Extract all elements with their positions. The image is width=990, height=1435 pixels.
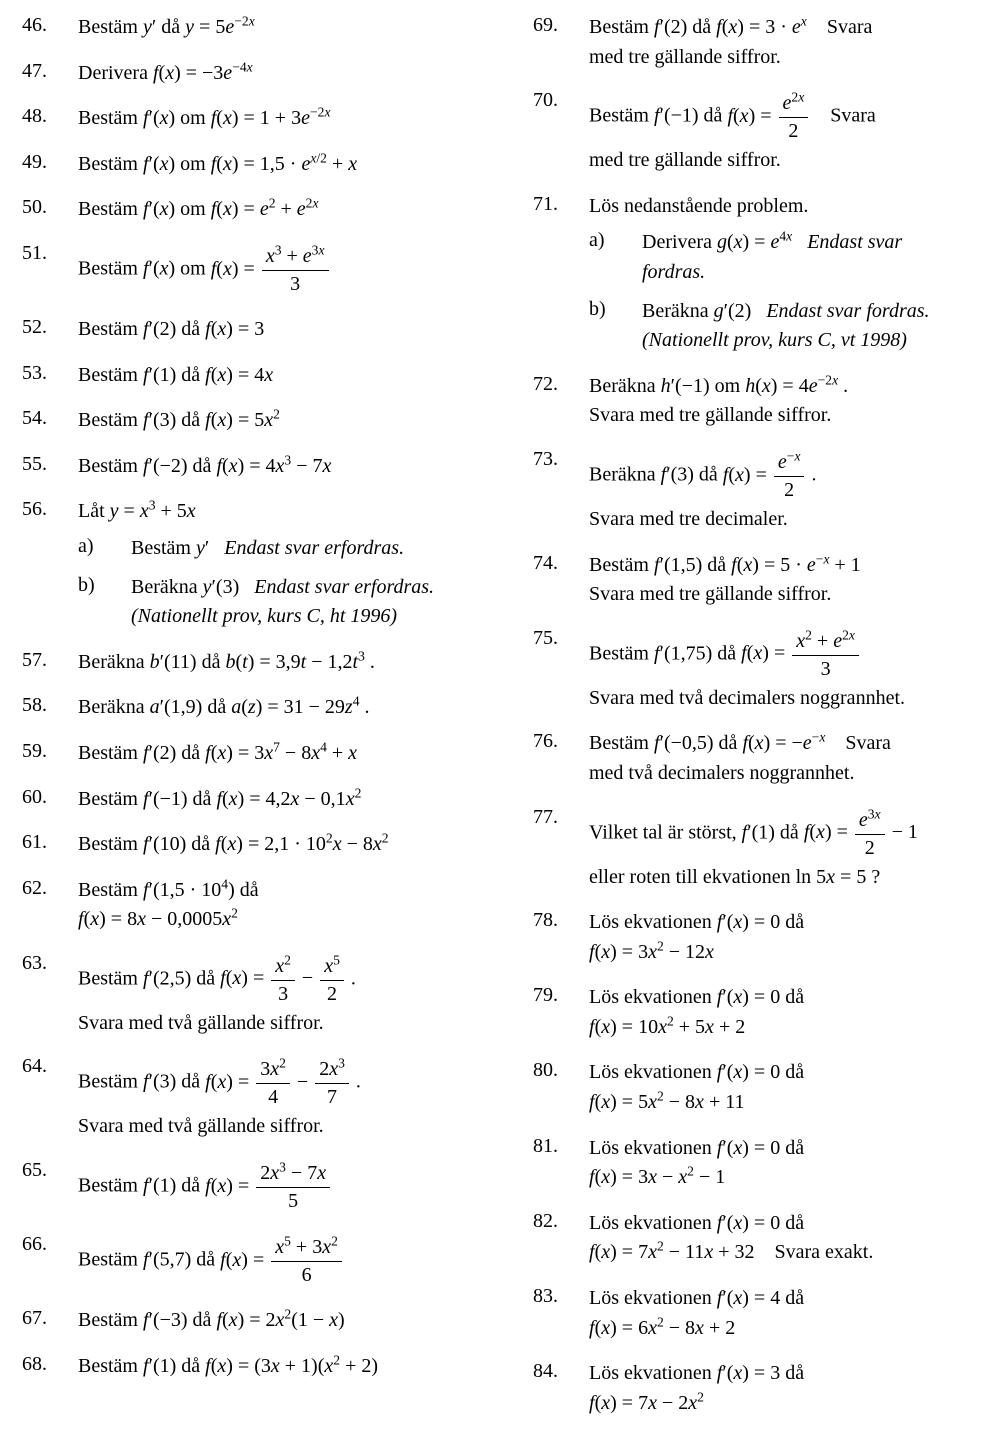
problem-line: Bestäm f′(1) då f(x) = $\frac{2x^3 - 7x}{5}$ — [78, 1159, 481, 1215]
problem-51 — [22, 242, 481, 300]
subproblem-label: b) — [78, 573, 95, 596]
math-expression: $f(x) = 3x - x^2 - 1$ — [589, 1163, 726, 1189]
problem-56 — [22, 498, 481, 632]
problem-body — [589, 89, 982, 177]
math-expression: f′(x) = 3 — [716, 1362, 781, 1385]
fraction: $\frac{2x^3}{7}$ — [315, 1057, 349, 1109]
math-expression: f′(1) — [143, 1354, 177, 1377]
problem-number: 74. — [533, 551, 558, 574]
problem-line: Derivera $g(x) = e^{4x}$ Endast svar — [642, 228, 903, 254]
math-expression: $f(x) = 3 \cdot e^x$ — [716, 13, 807, 38]
math-expression: $b(t) = 3,9t - 1,2t^3$ — [225, 648, 365, 673]
problem-line: Bestäm f′(2) då f(x) = 3 — [78, 317, 265, 340]
problem-line: Bestäm f′(3) då f(x) = $\frac{3x^2}{4}$ − $\frac{2x^3}{7}$ . — [78, 1055, 361, 1109]
problem-body — [78, 242, 481, 300]
problem-line: Bestäm f′(x) om $f(x) = 1,5 \cdot e^{x/2} + x$ — [78, 150, 358, 175]
problem-number: 62. — [22, 876, 47, 899]
subproblem-label: b) — [589, 297, 606, 320]
problem-line: Bestäm f′(−0,5) då $f(x) = -e^{-x}$ Svara — [589, 729, 891, 755]
problem-line — [589, 1390, 982, 1418]
subproblem-body — [131, 574, 481, 633]
math-expression: f′(3) — [660, 463, 694, 486]
math-expression: f′(x) = 4 — [716, 1287, 781, 1310]
math-expression: $f'(1,5 \cdot 10^4)$ — [143, 876, 235, 901]
problem-73 — [533, 448, 982, 536]
problem-number: 76. — [533, 730, 558, 753]
fraction: $\frac{e^{2x}}{2}$ — [779, 91, 809, 143]
math-expression: f′(1) — [143, 1174, 177, 1197]
problem-number: 84. — [533, 1360, 558, 1383]
math-expression: 5x = 5 — [816, 865, 867, 888]
math-expression: f(x) = $\frac{2x^3 - 7x}{5}$ — [205, 1175, 332, 1197]
problem-number: 70. — [533, 89, 558, 112]
italic-note: (Nationellt prov, kurs C, ht 1996) — [131, 605, 398, 628]
problem-body — [78, 14, 481, 44]
problem-number: 78. — [533, 909, 558, 932]
math-expression: $f(x) = 7x^2 - 11x + 32$ — [589, 1238, 755, 1264]
math-expression: f′(2) — [143, 741, 177, 764]
problem-line: Bestäm f′(10) då $f(x) = 2,1 \cdot 10^2x - 8x^2$ — [78, 830, 389, 856]
problem-body — [589, 1360, 982, 1419]
math-expression: f′(−1) — [143, 787, 188, 810]
problem-number: 64. — [22, 1055, 47, 1078]
math-expression: $f(x) = 5x^2$ — [205, 406, 280, 432]
problem-number: 66. — [22, 1233, 47, 1256]
italic-note: Endast svar erfordras. — [254, 575, 435, 598]
problem-line — [589, 1014, 982, 1042]
problem-number: 71. — [533, 192, 558, 215]
problem-body — [589, 909, 982, 968]
math-expression: $f(x) = 10x^2 + 5x + 2$ — [589, 1013, 746, 1038]
problem-line: Bestäm f′(3) då $f(x) = 5x^2$ — [78, 406, 280, 432]
problem-line — [589, 1164, 982, 1192]
subproblem-body — [642, 229, 982, 288]
math-expression: f′(1,5) — [654, 553, 703, 576]
problem-number: 60. — [22, 785, 47, 808]
math-expression: $f(x) = 1 + 3e^{-2x}$ — [210, 104, 331, 130]
problem-line: Svara med tre gällande siffror. — [589, 404, 832, 427]
math-expression: $f(x) = 6x^2 - 8x + 2$ — [589, 1313, 736, 1339]
fraction: $\frac{x^2}{3}$ — [271, 954, 295, 1006]
problem-number: 73. — [533, 447, 558, 470]
math-expression: $f(x) = 1,5 \cdot e^{x/2} + x$ — [210, 150, 358, 175]
subproblem-label: a) — [78, 534, 94, 557]
problem-line: Bestäm f′(1) då $f(x) = (3x + 1)(x^2 + 2)$ — [78, 1352, 379, 1377]
problem-line: med två decimalers noggrannhet. — [589, 761, 855, 784]
problem-line: Beräkna b′(11) då $b(t) = 3,9t - 1,2t^3$ . — [78, 648, 375, 673]
subproblem-body — [131, 535, 481, 565]
math-expression: f′(3) — [143, 409, 177, 432]
problem-line: Bestäm f′(1,5) då $f(x) = 5 \cdot e^{-x} + 1$ — [589, 550, 861, 576]
subproblem-label: a) — [589, 229, 605, 252]
problem-65 — [22, 1159, 481, 1217]
problem-body — [589, 1135, 982, 1194]
problem-body — [589, 448, 982, 536]
problem-71 — [533, 193, 982, 357]
problem-47 — [22, 60, 481, 90]
problem-line: med tre gällande siffror. — [589, 45, 781, 68]
problem-number: 53. — [22, 361, 47, 384]
problem-number: 65. — [22, 1159, 47, 1182]
problem-body — [589, 14, 982, 73]
problem-line: Beräkna h′(−1) om $h(x) = 4e^{-2x}$ . — [589, 372, 849, 397]
problem-line: Bestäm f′(2,5) då f(x) = $\frac{x^2}{3}$ − $\frac{x^5}{2}$ . — [78, 952, 356, 1005]
problem-line: Svara med tre gällande siffror. — [589, 583, 832, 606]
problem-body — [78, 1353, 481, 1383]
problem-number: 80. — [533, 1059, 558, 1082]
problem-number: 67. — [22, 1307, 47, 1330]
problem-line: Bestäm f′(−1) då $f(x) = 4,2x - 0,1x^2$ — [78, 784, 362, 810]
problem-line — [131, 603, 481, 631]
problem-line: Bestäm f′(2) då $f(x) = 3 \cdot e^x$ Svara — [589, 13, 873, 38]
problem-line: Lös ekvationen f′(x) = 0 då — [589, 1136, 805, 1159]
math-expression: f(x) = $\frac{e^{2x}}{2}$ — [727, 105, 810, 127]
fraction: $\frac{x^3 + e^{3x}}{3}$ — [262, 244, 329, 296]
math-expression: $a(z) = 31 - 29z^4$ — [231, 693, 360, 719]
problem-body — [589, 984, 982, 1043]
math-expression: f′(x) — [143, 198, 176, 221]
problem-body — [589, 1285, 982, 1344]
fraction: $\frac{x^5}{2}$ — [320, 954, 344, 1006]
problem-body — [78, 649, 481, 679]
problem-number: 69. — [533, 14, 558, 36]
fraction: $\frac{3x^2}{4}$ — [256, 1057, 290, 1109]
problem-line: $f(x) = 7x^2 - 11x + 32$ Svara exakt. — [589, 1238, 874, 1264]
problem-46 — [22, 14, 481, 44]
problem-line: Svara med tre decimaler. — [589, 507, 788, 530]
problem-69 — [533, 14, 982, 73]
math-expression: f(x) = $\frac{x^2}{3}$ − $\frac{x^5}{2}$ — [220, 967, 346, 989]
italic-note: Endast svar fordras. — [766, 299, 930, 322]
math-expression: f′(2) — [654, 16, 688, 38]
math-expression: y′ — [143, 16, 157, 38]
subproblem-body — [642, 298, 982, 357]
problem-body — [78, 1233, 481, 1291]
problem-line: Lös ekvationen f′(x) = 0 då — [589, 1211, 805, 1234]
problem-line: Lös nedanstående problem. — [589, 194, 809, 217]
problem-body — [78, 498, 481, 632]
problem-body — [78, 453, 481, 483]
fraction: $\frac{e^{3x}}{2}$ — [855, 808, 885, 860]
problem-line: Bestäm f′(−2) då $f(x) = 4x^3 - 7x$ — [78, 452, 332, 477]
problem-line: Låt $y = x^3 + 5x$ — [78, 497, 196, 523]
problem-82 — [533, 1210, 982, 1269]
problem-number: 48. — [22, 105, 47, 128]
problem-60 — [22, 786, 481, 816]
subproblem-b — [78, 574, 481, 633]
problem-body — [78, 1307, 481, 1337]
math-expression: $y = 5e^{-2x}$ — [185, 13, 255, 38]
problem-78 — [533, 909, 982, 968]
problem-83 — [533, 1285, 982, 1344]
math-expression: $f(x) = 8x - 0,0005x^2$ — [78, 905, 238, 931]
problem-body — [78, 877, 481, 936]
subproblem-b — [589, 298, 982, 357]
math-expression: $g(x) = e^{4x}$ — [716, 228, 793, 254]
problem-line: Vilket tal är störst, f′(1) då f(x) = $\frac{e^{3x}}{2}$ − 1 — [589, 805, 918, 859]
math-expression: $f(x) = 5x^2 - 8x + 11$ — [589, 1088, 745, 1114]
problem-line: Bestäm f′(x) om f(x) = $\frac{x^3 + e^{3x}}{3}$ — [78, 242, 481, 298]
problem-52 — [22, 316, 481, 346]
problem-body — [589, 627, 982, 715]
problem-84 — [533, 1360, 982, 1419]
problem-line: Beräkna g′(2) Endast svar fordras. — [642, 299, 930, 322]
math-expression: $f(x) = 3x^7 - 8x^4 + x$ — [205, 739, 358, 764]
problem-75 — [533, 627, 982, 715]
problem-number: 82. — [533, 1209, 558, 1232]
math-expression: $y = x^3 + 5x$ — [109, 497, 196, 523]
math-expression: f′(2) — [143, 317, 177, 340]
problem-line: med tre gällande siffror. — [589, 149, 781, 172]
math-expression: f(x) = $\frac{e^{3x}}{2}$ − 1 — [803, 805, 918, 859]
math-expression: f′(x) — [143, 152, 176, 175]
subproblem-a — [78, 535, 481, 565]
problem-number: 50. — [22, 196, 47, 219]
math-expression: f′(1,75) — [654, 642, 713, 665]
problem-number: 79. — [533, 984, 558, 1007]
problem-line: Bestäm f′(1) då f(x) = 4x — [78, 363, 274, 386]
problem-body — [78, 952, 481, 1040]
problem-line: Bestäm y′ då $y = 5e^{-2x}$ — [78, 13, 255, 38]
math-expression: f′(1) — [143, 363, 177, 386]
math-expression: f′(1) — [741, 821, 775, 844]
problem-number: 46. — [22, 14, 47, 36]
math-expression: $f(x) = -3e^{-4x}$ — [152, 58, 253, 84]
problem-body — [589, 1210, 982, 1269]
problem-54 — [22, 407, 481, 437]
problem-line: Bestäm y′ Endast svar erfordras. — [131, 536, 405, 559]
problem-line: Svara med två decimalers noggrannhet. — [589, 686, 905, 709]
problem-body — [589, 193, 982, 357]
fraction: $\frac{x^2 + e^{2x}}{3}$ — [792, 629, 859, 681]
problem-61 — [22, 831, 481, 861]
fraction: $\frac{2x^3 - 7x}{5}$ — [256, 1161, 330, 1213]
problem-79 — [533, 984, 982, 1043]
problem-line: Bestäm f′(5,7) då f(x) = $\frac{x^5 + 3x^2}{6}$ — [78, 1233, 481, 1289]
problem-68 — [22, 1353, 481, 1383]
problem-number: 68. — [22, 1352, 47, 1375]
math-expression: f′(−3) — [143, 1309, 188, 1332]
math-expression: g′(2) — [713, 299, 752, 322]
math-expression: f′(x) = 0 — [716, 986, 781, 1009]
problem-line: Beräkna f′(3) då f(x) = $\frac{e^{-x}}{2}$ . — [589, 448, 817, 501]
math-expression: f(x) = $\frac{x^5 + 3x^2}{6}$ — [220, 1249, 344, 1271]
problem-77 — [533, 806, 982, 894]
problem-body — [589, 806, 982, 894]
problem-53 — [22, 362, 481, 392]
problem-76 — [533, 730, 982, 789]
column-right — [495, 14, 990, 1435]
math-expression: f′(10) — [143, 833, 187, 856]
math-expression: f′(x) = 0 — [716, 1136, 781, 1159]
problem-line: eller roten till ekvationen ln 5x = 5 ? — [589, 865, 881, 888]
problem-line — [78, 906, 481, 934]
problem-59 — [22, 740, 481, 770]
math-expression: $f(x) = 4,2x - 0,1x^2$ — [216, 784, 362, 810]
problem-number: 81. — [533, 1134, 558, 1157]
math-expression: $f(x) = (3x + 1)(x^2 + 2)$ — [205, 1352, 379, 1377]
problem-number: 59. — [22, 739, 47, 762]
problem-50 — [22, 196, 481, 226]
math-expression: f′(2,5) — [143, 967, 192, 990]
math-expression: $f(x) = 3x^2 - 12x$ — [589, 938, 714, 963]
problem-66 — [22, 1233, 481, 1291]
math-expression: f′(−2) — [143, 454, 188, 477]
math-expression: $f(x) = 7x - 2x^2$ — [589, 1389, 704, 1414]
problem-body — [589, 730, 982, 789]
math-expression: a′(1,9) — [149, 696, 203, 719]
math-expression: $f(x) = 4x^3 - 7x$ — [216, 452, 332, 477]
problem-number: 49. — [22, 150, 47, 173]
italic-note: Endast svar erfordras. — [224, 536, 405, 559]
problem-body — [589, 552, 982, 611]
problem-body — [78, 831, 481, 861]
problem-line — [642, 327, 982, 355]
italic-note: Endast svar — [807, 231, 903, 254]
problem-number: 51. — [22, 241, 47, 264]
math-expression: b′(11) — [149, 650, 197, 673]
problem-line: Bestäm f′(1,75) då f(x) = $\frac{x^2 + e^{2x}}{3}$ — [589, 627, 982, 683]
math-expression: f′(−1) — [654, 104, 699, 127]
problem-body — [589, 373, 982, 432]
problem-63 — [22, 952, 481, 1040]
math-expression: $f(x) = -e^{-x}$ — [742, 729, 826, 755]
problem-70 — [533, 89, 982, 177]
problem-line: Beräkna y′(3) Endast svar erfordras. — [131, 575, 435, 598]
math-expression: f′(3) — [143, 1071, 177, 1094]
math-expression: f′(x) = 0 — [716, 911, 781, 934]
problem-body — [78, 1159, 481, 1217]
problem-number: 83. — [533, 1285, 558, 1308]
math-expression: f′(−0,5) — [654, 732, 714, 755]
problem-line: Derivera $f(x) = -3e^{-4x}$ — [78, 58, 253, 84]
problem-64 — [22, 1055, 481, 1143]
problem-58 — [22, 694, 481, 724]
problem-line: Svara med två gällande siffror. — [78, 1011, 324, 1034]
problem-number: 47. — [22, 59, 47, 82]
problem-body — [78, 407, 481, 437]
problem-80 — [533, 1059, 982, 1118]
math-expression: y′(3) — [202, 575, 240, 598]
problem-number: 75. — [533, 626, 558, 649]
problem-line — [589, 939, 982, 967]
problem-55 — [22, 453, 481, 483]
math-expression: f(x) = 4x — [205, 363, 274, 386]
problem-line: Bestäm f′(−1) då f(x) = $\frac{e^{2x}}{2}$ Svara — [589, 89, 876, 143]
problem-body — [78, 1055, 481, 1143]
math-expression: f(x) = $\frac{e^{-x}}{2}$ — [723, 464, 807, 486]
problem-line: Bestäm f′(−3) då $f(x) = 2x^2(1 - x)$ — [78, 1306, 345, 1332]
problem-body — [78, 694, 481, 724]
problem-number: 55. — [22, 452, 47, 475]
math-expression: f′(x) — [143, 107, 176, 130]
problem-number: 72. — [533, 372, 558, 395]
math-expression: f′(x) = 0 — [716, 1061, 781, 1084]
problem-74 — [533, 552, 982, 611]
problem-body — [78, 362, 481, 392]
math-expression: $f(x) = 5 \cdot e^{-x} + 1$ — [731, 550, 861, 576]
problem-line: Lös ekvationen f′(x) = 3 då — [589, 1362, 805, 1385]
problem-line: Bestäm $f'(1,5 \cdot 10^4)$ då — [78, 876, 259, 901]
math-expression: f′(x) = 0 — [716, 1211, 781, 1234]
problem-line — [642, 259, 982, 287]
problem-number: 58. — [22, 694, 47, 717]
problem-body — [78, 60, 481, 90]
math-expression: $f(x) = 2x^2(1 - x)$ — [216, 1306, 345, 1332]
problem-48 — [22, 105, 481, 135]
problem-line — [589, 1089, 982, 1117]
problem-line: Svara med två gällande siffror. — [78, 1115, 324, 1138]
problem-line: Lös ekvationen f′(x) = 0 då — [589, 1061, 805, 1084]
math-expression: h′(−1) — [660, 374, 710, 397]
italic-note: fordras. — [642, 260, 706, 283]
problem-number: 56. — [22, 498, 47, 521]
math-expression: f′(x) — [143, 257, 176, 280]
problem-line: Beräkna a′(1,9) då $a(z) = 31 - 29z^4$ . — [78, 693, 370, 719]
problem-49 — [22, 151, 481, 181]
problem-line: Lös ekvationen f′(x) = 0 då — [589, 911, 805, 934]
problem-number: 77. — [533, 805, 558, 828]
problem-body — [78, 151, 481, 181]
column-left — [0, 14, 495, 1435]
math-expression: $h(x) = 4e^{-2x}$ — [745, 372, 839, 397]
italic-note: (Nationellt prov, kurs C, vt 1998) — [642, 329, 907, 352]
problem-line: Lös ekvationen f′(x) = 4 då — [589, 1287, 805, 1310]
problem-67 — [22, 1307, 481, 1337]
fraction: $\frac{e^{-x}}{2}$ — [774, 450, 805, 502]
math-expression: f(x) = 3 — [205, 317, 265, 340]
problem-body — [78, 316, 481, 346]
problem-line: Lös ekvationen f′(x) = 0 då — [589, 986, 805, 1009]
math-expression: $f(x) = e^2 + e^{2x}$ — [210, 195, 319, 221]
math-expression: y′ — [196, 536, 210, 559]
problem-line: Bestäm f′(x) om $f(x) = 1 + 3e^{-2x}$ — [78, 104, 331, 130]
math-expression: f′(5,7) — [143, 1248, 192, 1271]
problem-body — [78, 786, 481, 816]
problem-81 — [533, 1135, 982, 1194]
problem-72 — [533, 373, 982, 432]
problem-number: 61. — [22, 831, 47, 854]
math-expression: f(x) = $\frac{x^2 + e^{2x}}{3}$ — [741, 642, 861, 664]
problem-line: Bestäm f′(2) då $f(x) = 3x^7 - 8x^4 + x$ — [78, 739, 358, 764]
math-expression: f(x) = $\frac{3x^2}{4}$ − $\frac{2x^3}{7}$ — [205, 1071, 351, 1093]
problem-body — [589, 1059, 982, 1118]
problem-body — [78, 105, 481, 135]
problem-line — [589, 1315, 982, 1343]
subproblem-a — [589, 229, 982, 288]
problem-body — [78, 196, 481, 226]
problem-62 — [22, 877, 481, 936]
problem-line: Bestäm f′(x) om $f(x) = e^2 + e^{2x}$ — [78, 195, 319, 221]
math-expression: $f(x) = 2,1 \cdot 10^2x - 8x^2$ — [215, 830, 389, 856]
problem-body — [78, 740, 481, 770]
problem-number: 63. — [22, 951, 47, 974]
fraction: $\frac{x^5 + 3x^2}{6}$ — [271, 1235, 342, 1287]
math-expression: f(x) = $\frac{x^3 + e^{3x}}{3}$ — [211, 258, 331, 280]
problem-57 — [22, 649, 481, 679]
problem-number: 57. — [22, 648, 47, 671]
problem-number: 52. — [22, 315, 47, 338]
problem-number: 54. — [22, 407, 47, 430]
